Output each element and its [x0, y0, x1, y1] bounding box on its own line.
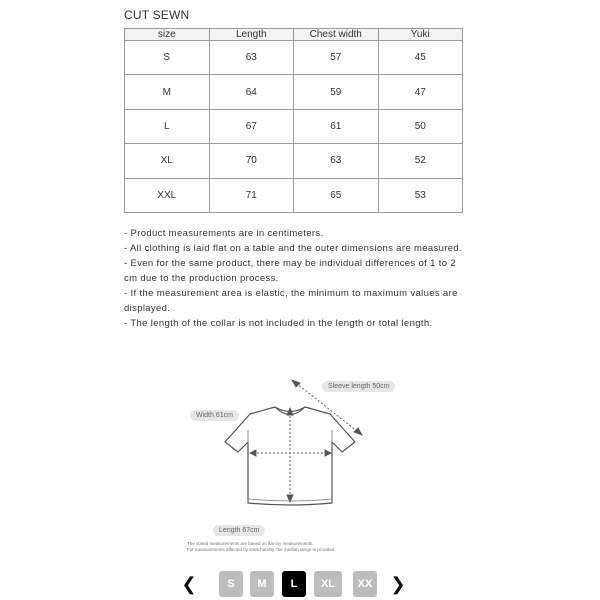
table-cell: 70: [209, 144, 294, 178]
note-line: - Even for the same product, there may be individual differences of 1 to 2: [124, 258, 457, 269]
table-cell: 67: [209, 109, 294, 143]
width-label: Width 61cm: [190, 410, 239, 421]
size-selector: [0, 571, 600, 599]
table-cell: S: [125, 41, 210, 75]
table-cell: M: [125, 75, 210, 109]
table-cell: 59: [294, 75, 379, 109]
table-row: [125, 41, 463, 75]
note-line: cm due to the production process.: [124, 273, 279, 284]
table-cell: 52: [378, 144, 463, 178]
size-table: [124, 28, 463, 213]
page-title: CUT SEWN: [124, 8, 190, 22]
fine-print: The stated measurements are based on flat-lay measurements.: [187, 541, 314, 546]
sleeve-length-label: Sleeve length 50cm: [322, 381, 395, 392]
table-cell: L: [125, 109, 210, 143]
table-cell: 63: [209, 41, 294, 75]
table-cell: 57: [294, 41, 379, 75]
fine-print: For measurements affected by stretchability, the median range is provided.: [187, 547, 336, 552]
table-cell: XXL: [125, 178, 210, 212]
table-row: [125, 144, 463, 178]
size-chip-m[interactable]: M: [250, 571, 274, 597]
size-chip-l[interactable]: L: [282, 571, 306, 597]
table-cell: 47: [378, 75, 463, 109]
table-row: [125, 75, 463, 109]
length-label: Length 67cm: [213, 525, 265, 536]
measurement-notes: [124, 226, 474, 331]
table-row: [125, 178, 463, 212]
note-line: - All clothing is laid flat on a table and the outer dimensions are measured.: [124, 243, 462, 254]
chevron-left-icon[interactable]: ❮: [181, 574, 197, 594]
table-cell: XL: [125, 144, 210, 178]
note-line: - Product measurements are in centimeters.: [124, 228, 324, 239]
table-cell: 63: [294, 144, 379, 178]
column-header-length: Length: [209, 29, 294, 41]
width-arrow: [250, 450, 331, 456]
note-line: - The length of the collar is not included in the length or total length.: [124, 318, 433, 329]
column-header-size: size: [125, 29, 210, 41]
table-row: [125, 109, 463, 143]
table-cell: 71: [209, 178, 294, 212]
chevron-right-icon[interactable]: ❯: [390, 574, 406, 594]
table-cell: 61: [294, 109, 379, 143]
table-header-row: [125, 29, 463, 41]
table-cell: 64: [209, 75, 294, 109]
size-chip-s[interactable]: S: [219, 571, 243, 597]
note-line: - If the measurement area is elastic, the minimum to maximum values are: [124, 288, 458, 299]
size-chip-xl[interactable]: XL: [314, 571, 342, 597]
size-chip-xx[interactable]: XX: [353, 571, 377, 597]
column-header-yuki: Yuki: [378, 29, 463, 41]
note-line: displayed.: [124, 303, 171, 314]
table-cell: 45: [378, 41, 463, 75]
length-arrow: [287, 408, 293, 502]
table-cell: 53: [378, 178, 463, 212]
column-header-chest-width: Chest width: [294, 29, 379, 41]
table-cell: 65: [294, 178, 379, 212]
table-cell: 50: [378, 109, 463, 143]
